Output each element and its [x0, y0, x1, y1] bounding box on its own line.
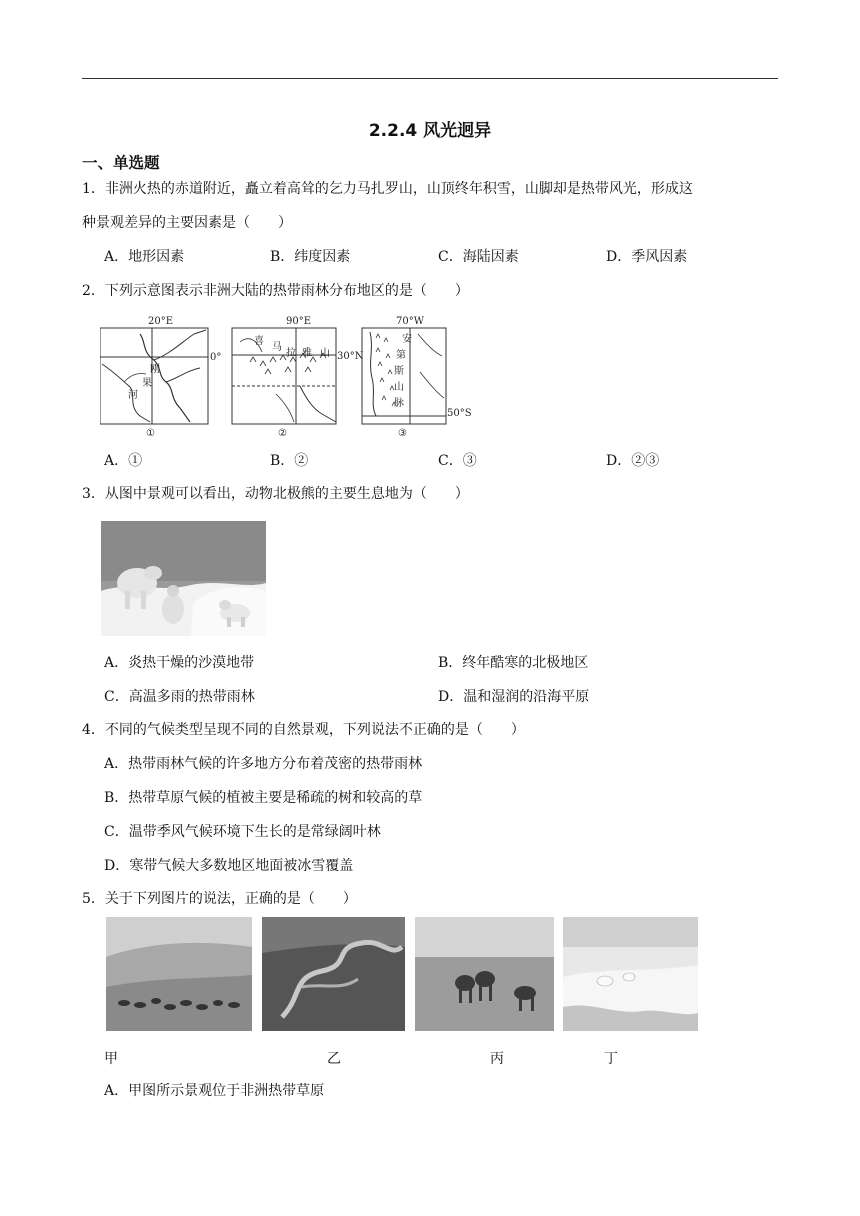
photo-jia	[106, 917, 252, 1031]
q5-stem: 5．关于下列图片的说法，正确的是（ ）	[82, 891, 357, 907]
map-2-char-1: 喜	[254, 336, 264, 347]
map-1-lon: 20°E	[148, 316, 174, 327]
map-2	[232, 316, 364, 439]
q1-option-a[interactable]: A．地形因素	[104, 249, 185, 265]
map-1-number: ①	[146, 428, 155, 439]
map-2-lon: 90°E	[286, 316, 312, 327]
q1-option-b[interactable]: B．纬度因素	[270, 249, 351, 265]
map-1-lat: 0°	[210, 352, 222, 363]
q1-stem-line2: 种景观差异的主要因素是（ ）	[82, 215, 292, 231]
map-3-char-1: 安	[402, 334, 412, 345]
q2-option-d[interactable]: D．②③	[606, 453, 660, 469]
map-3-number: ③	[398, 428, 407, 439]
q2-option-c[interactable]: C．③	[438, 453, 477, 469]
q3-option-d[interactable]: D．温和湿润的沿海平原	[438, 689, 590, 705]
photo-bing	[415, 917, 554, 1031]
map-3-lat: 50°S	[447, 408, 472, 419]
photo-label-ding: 丁	[604, 1051, 618, 1067]
map-3	[362, 316, 472, 439]
q2-option-a[interactable]: A．①	[104, 453, 143, 469]
map-3-char-4: 山	[394, 382, 404, 393]
map-2-number: ②	[278, 428, 287, 439]
photo-label-yi: 乙	[327, 1051, 341, 1067]
map-3-char-2: 第	[396, 350, 406, 361]
q1-option-d[interactable]: D．季风因素	[606, 249, 688, 265]
q1-stem-line1: 1．非洲火热的赤道附近，矗立着高耸的乞力马扎罗山，山顶终年积雪，山脚却是热带风光，形成这	[82, 181, 693, 197]
map-1-char-2: 果	[142, 378, 152, 389]
map-2-char-4: 雅	[302, 348, 312, 359]
page-title: 2.2.4 风光迥异	[368, 121, 492, 141]
map-3-lon: 70°W	[396, 316, 425, 327]
map-2-lat: 30°N	[337, 351, 364, 362]
map-2-char-5: 山	[320, 348, 330, 359]
header-rule	[82, 78, 778, 79]
q4-option-b[interactable]: B．热带草原气候的植被主要是稀疏的树和较高的草	[104, 790, 423, 806]
map-2-char-2: 马	[272, 342, 282, 353]
photo-label-bing: 丙	[490, 1051, 504, 1067]
q2-option-b[interactable]: B．②	[270, 453, 309, 469]
q4-option-a[interactable]: A．热带雨林气候的许多地方分布着茂密的热带雨林	[104, 756, 423, 772]
map-3-char-3: 斯	[394, 366, 404, 377]
q3-option-a[interactable]: A．炎热干燥的沙漠地带	[104, 655, 255, 671]
q4-option-d[interactable]: D．寒带气候大多数地区地面被冰雪覆盖	[104, 858, 354, 874]
section-heading: 一、单选题	[82, 154, 160, 172]
q3-option-c[interactable]: C．高温多雨的热带雨林	[104, 689, 255, 705]
map-3-char-5: 脉	[394, 398, 404, 409]
q4-option-c[interactable]: C．温带季风气候环境下生长的是常绿阔叶林	[104, 824, 381, 840]
q3-stem: 3．从图中景观可以看出，动物北极熊的主要生息地为（ ）	[82, 486, 469, 502]
photo-ding	[563, 917, 698, 1031]
photo-yi	[262, 917, 405, 1031]
map-1-char-1: 刚	[150, 364, 160, 375]
q3-option-b[interactable]: B．终年酷寒的北极地区	[438, 655, 589, 671]
map-1-char-3: 河	[128, 390, 138, 401]
q2-maps-figure	[100, 312, 480, 440]
q2-stem: 2．下列示意图表示非洲大陆的热带雨林分布地区的是（ ）	[82, 283, 469, 299]
map-2-char-3: 拉	[286, 348, 296, 359]
photo-label-jia: 甲	[104, 1051, 118, 1067]
polar-bear-photo	[101, 521, 266, 636]
q4-stem: 4．不同的气候类型呈现不同的自然景观，下列说法不正确的是（ ）	[82, 722, 525, 738]
q1-option-c[interactable]: C．海陆因素	[438, 249, 519, 265]
map-1	[100, 316, 221, 439]
q5-option-a[interactable]: A．甲图所示景观位于非洲热带草原	[104, 1083, 325, 1099]
